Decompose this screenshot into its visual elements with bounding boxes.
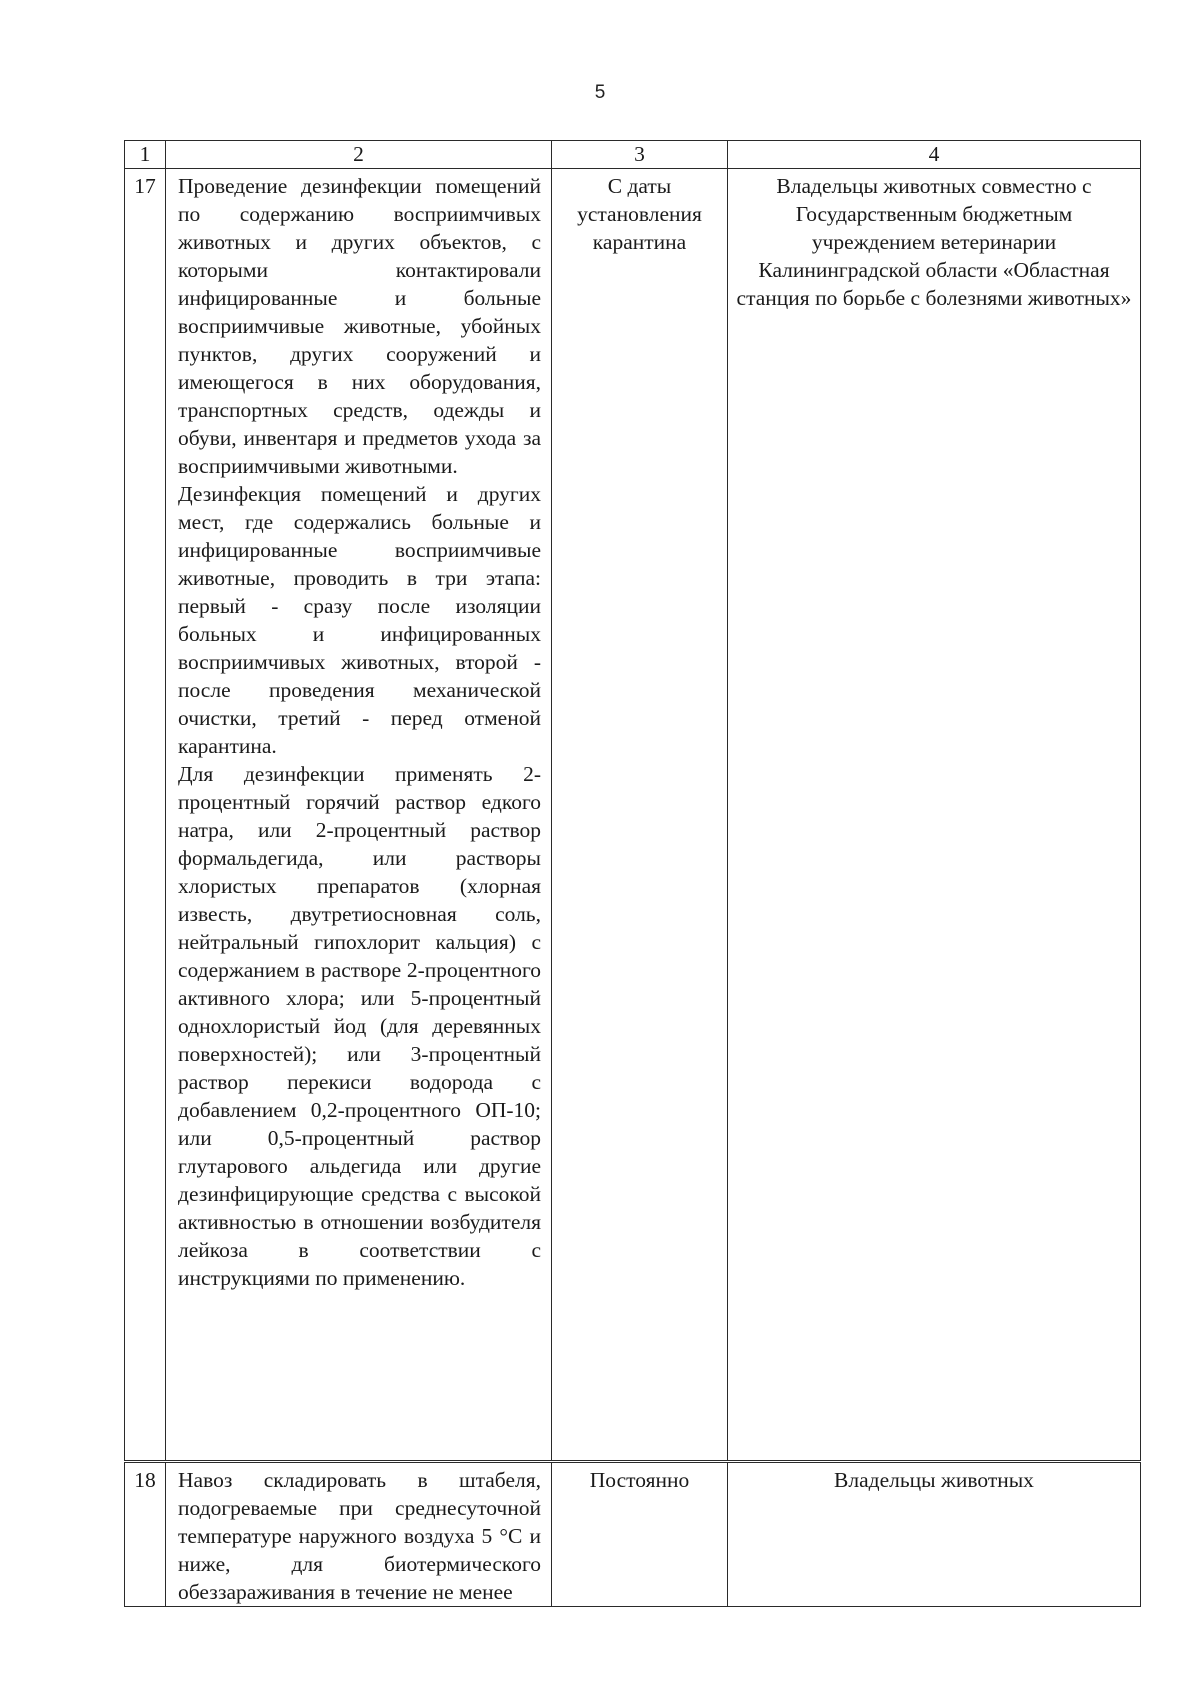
description-paragraph: Навоз складировать в штабеля, подогреваемые при среднесуточной температуре наружного воздуха 5 °С и ниже, для биотермического обеззараживания в течение не менее: [178, 1468, 541, 1604]
row-number: 18: [125, 1462, 166, 1607]
column-header-2: 2: [166, 141, 552, 169]
row-number: 17: [125, 169, 166, 1462]
table-row: [125, 169, 1141, 1462]
measure-term: С даты установления карантина: [552, 169, 728, 1462]
measure-term: Постоянно: [552, 1462, 728, 1607]
measure-description: [166, 169, 552, 1462]
measure-responsible: Владельцы животных: [728, 1462, 1141, 1607]
column-header-3: 3: [552, 141, 728, 169]
description-paragraph: Проведение дезинфекции помещений по содержанию восприимчивых животных и других объектов, с которыми контактировали инфицированные и больные восприимчивые животные, убойных пунктов, других сооружений и имеющегося в них оборудования, транспортных средств, одежды и обуви, инвентаря и предметов ухода за восприимчивыми животными.: [178, 174, 541, 478]
page-number: 5: [594, 82, 606, 103]
table-header-row: [125, 141, 1141, 169]
description-paragraph: Для дезинфекции применять 2-процентный горячий раствор едкого натра, или 2-процентный раствор формальдегида, или растворы хлористых препаратов (хлорная известь, двутретиосновная соль, нейтральный гипохлорит кальция) с содержанием в растворе 2-процентного активного хлора; или 5-процентный однохлористый йод (для деревянных поверхностей); или 3-процентный раствор перекиси водорода с добавлением 0,2-процентного ОП-10; или 0,5-процентный раствор глутарового альдегида или другие дезинфицирующие средства с высокой активностью в отношении возбудителя лейкоза в соответствии с инструкциями по применению.: [178, 762, 541, 1290]
measure-description: [166, 1462, 552, 1607]
table-row: [125, 1462, 1141, 1607]
measure-responsible: Владельцы животных совместно с Государственным бюджетным учреждением ветеринарии Калининградской области «Областная станция по борьбе с болезнями животных»: [728, 169, 1141, 1462]
column-header-4: 4: [728, 141, 1141, 169]
column-header-1: 1: [125, 141, 166, 169]
description-paragraph: Дезинфекция помещений и других мест, где содержались больные и инфицированные восприимчивые животные, проводить в три этапа: первый - сразу после изоляции больных и инфицированных восприимчивых животных, второй - после проведения механической очистки, третий - перед отменой карантина.: [178, 482, 541, 758]
measures-table: [124, 140, 1141, 1607]
